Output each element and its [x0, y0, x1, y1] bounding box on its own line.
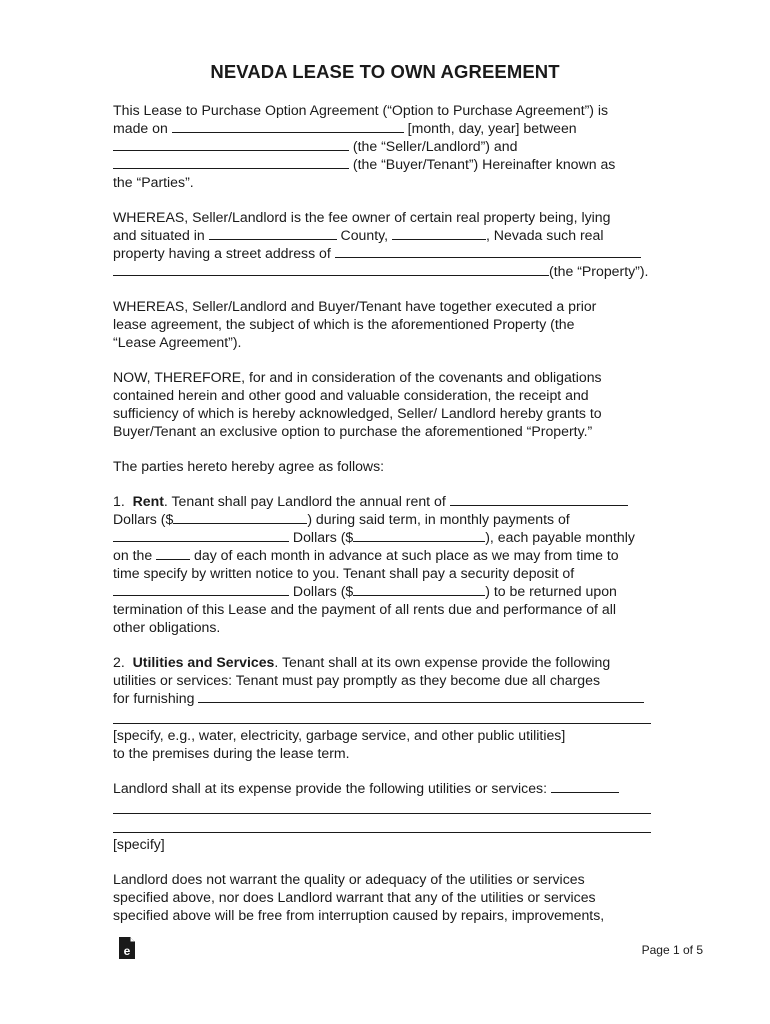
now-therefore-paragraph: NOW, THEREFORE, for and in consideration of the covenants and obligations contained herein and other good and valuable consideration, the receipt and sufficiency of which is hereby acknowledged, Seller/ Landlord hereby grants to Buyer/Tenant an exclusive option to purchase the aforementioned “Property.”: [113, 369, 602, 439]
utilities-heading: Utilities and Services: [132, 654, 275, 670]
utilities-section: 2. Utilities and Services. Tenant shall at its own expense provide the following utilities or services: Tenant must pay promptly as they become due all charges for furnishing [specify, e.g., water, electricity, garbage service, and other public utilities] to the premises during the lease term.: [113, 653, 673, 762]
warranty-paragraph: Landlord does not warrant the quality or adequacy of the utilities or services specified above, nor does Landlord warrant that any of the utilities or services specified above will be free from interruption caused by repairs, improvements,: [113, 871, 605, 923]
landlord-utilities-blank[interactable]: [551, 779, 619, 793]
rent-heading: Rent: [132, 493, 164, 509]
eforms-logo-icon: [118, 936, 136, 960]
due-day-blank[interactable]: [156, 546, 190, 560]
page-number: Page 1 of 5: [641, 943, 703, 957]
annual-rent-words-blank[interactable]: [450, 492, 628, 506]
intro-paragraph: This Lease to Purchase Option Agreement (“Option to Purchase Agreement”) is made on [month, day, year] between (the “Seller/Landlord”) and (the “Buyer/Tenant”) Hereinafter known as the “Parties”.: [113, 102, 616, 190]
annual-rent-amount-blank[interactable]: [173, 510, 307, 524]
document-title: NEVADA LEASE TO OWN AGREEMENT: [210, 61, 560, 82]
date-blank[interactable]: [172, 119, 404, 133]
landlord-utilities-blank-2[interactable]: [113, 797, 651, 814]
county-blank[interactable]: [209, 226, 337, 240]
street-address-blank[interactable]: [335, 244, 641, 258]
agree-paragraph: The parties hereto hereby agree as follows:: [113, 458, 385, 474]
rent-section: 1. Rent. Tenant shall pay Landlord the annual rent of Dollars ($ ) during said term, in monthly payments of Dollars ($ ), each payable monthly on the day of each month in advance at such place as we may from time to time specify by written notice to you. Tenant shall pay a security deposit of Dollars ($ ) to be returned upon termination of this Lease and the payment of all rents due and performance of all other obligations.: [113, 493, 635, 635]
deposit-amount-blank[interactable]: [353, 582, 485, 596]
whereas-property-paragraph: WHEREAS, Seller/Landlord is the fee owner of certain real property being, lying and situated in County, , Nevada such real property having a street address of (the “Property”).: [113, 209, 649, 279]
monthly-rent-amount-blank[interactable]: [353, 528, 485, 542]
whereas-lease-paragraph: WHEREAS, Seller/Landlord and Buyer/Tenant have together executed a prior lease agreement, the subject of which is the aforementioned Property (the “Lease Agreement”).: [113, 298, 597, 350]
buyer-name-blank[interactable]: [113, 155, 349, 169]
deposit-words-blank[interactable]: [113, 582, 289, 596]
tenant-utilities-blank[interactable]: [198, 689, 644, 703]
address-continued-blank[interactable]: [113, 262, 549, 276]
city-blank[interactable]: [392, 226, 486, 240]
landlord-utilities-section: Landlord shall at its expense provide the following utilities or services: [specify]: [113, 779, 673, 853]
seller-name-blank[interactable]: [113, 137, 349, 151]
document-body: [113, 101, 673, 924]
tenant-utilities-blank-2[interactable]: [113, 707, 651, 724]
svg-text:e: e: [123, 944, 131, 958]
monthly-rent-words-blank[interactable]: [113, 528, 289, 542]
landlord-utilities-blank-3[interactable]: [113, 816, 651, 833]
